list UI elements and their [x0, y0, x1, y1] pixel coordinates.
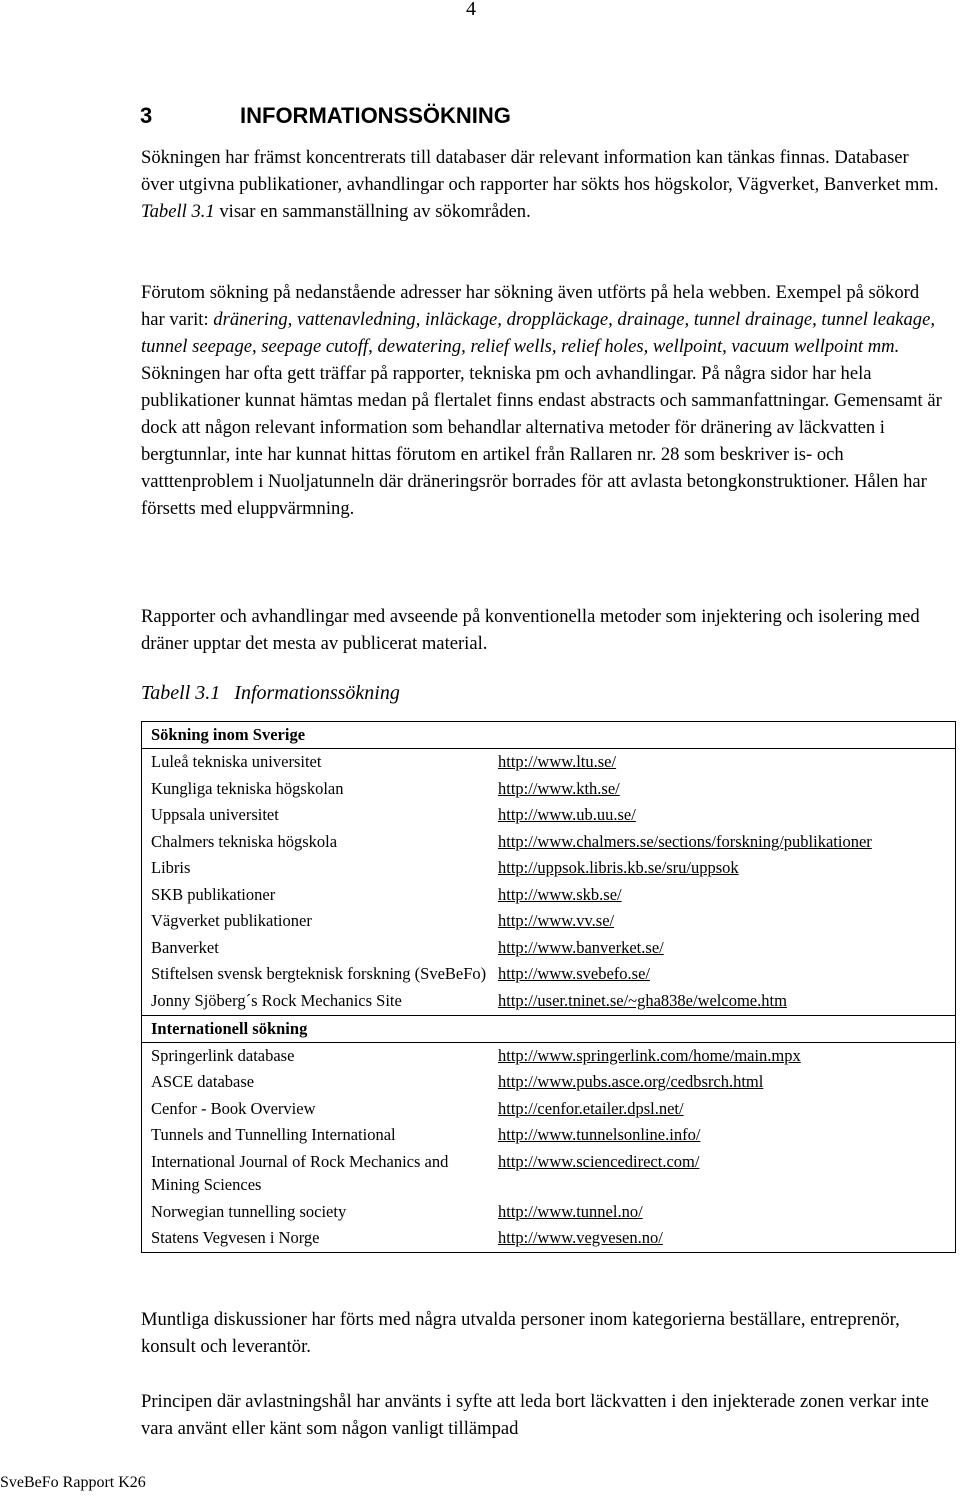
page-number: 4 — [466, 0, 476, 20]
source-name: Tunnels and Tunnelling International — [151, 1125, 396, 1144]
table-rows-international — [142, 1043, 955, 1252]
table-caption-number: Tabell 3.1 — [141, 682, 221, 704]
paragraph-intro-text-b: visar en sammanställning av sökområden. — [214, 201, 531, 222]
source-name: Luleå tekniska universitet — [151, 752, 322, 771]
source-url-link[interactable]: http://www.tunnelsonline.info/ — [498, 1125, 701, 1144]
source-url-link[interactable]: http://www.pubs.asce.org/cedbsrch.html — [498, 1072, 764, 1091]
source-name: Jonny Sjöberg´s Rock Mechanics Site — [151, 991, 402, 1010]
table-row — [142, 1122, 955, 1149]
source-url-link[interactable]: http://www.banverket.se/ — [498, 937, 664, 957]
table-row — [142, 908, 955, 935]
table-row — [142, 961, 955, 988]
table-row — [142, 935, 955, 962]
section-number: 3 — [140, 103, 153, 128]
source-url-link[interactable]: http://www.kth.se/ — [498, 778, 620, 798]
source-url-link[interactable]: http://www.ltu.se/ — [498, 752, 617, 771]
table-row — [142, 776, 955, 803]
source-url-link[interactable]: http://www.vv.se/ — [498, 911, 615, 930]
source-url-link[interactable]: http://www.chalmers.se/sections/forskning/publikationer — [498, 831, 872, 851]
table-row — [142, 1199, 955, 1226]
table-row — [142, 1225, 955, 1252]
table-section-international: Internationell sökning — [142, 1015, 955, 1043]
source-name: Banverket — [151, 937, 219, 957]
source-name: Chalmers tekniska högskola — [151, 831, 338, 851]
source-name: ASCE database — [151, 1072, 255, 1091]
section-title: INFORMATIONSSÖKNING — [240, 103, 511, 128]
paragraph-reports: Rapporter och avhandlingar med avseende på konventionella metoder som injektering och isolering med dräner upptar det mesta av publicerat material. — [141, 606, 920, 654]
paragraph-discussions: Muntliga diskussioner har förts med några utvalda personer inom kategorierna beställare, entreprenör, konsult och leverantör. — [141, 1309, 900, 1357]
table-row — [142, 855, 955, 882]
paragraph-intro — [141, 144, 946, 225]
table-reference: Tabell 3.1 — [141, 201, 215, 222]
source-name: Stiftelsen svensk bergteknisk forskning (SveBeFo) — [151, 964, 487, 983]
paragraph-search-text-a: Förutom sökning på nedanstående adresser har sökning även utförts på hela webben. Exempel på sökord har varit: — [141, 282, 920, 330]
paragraph-relief-holes: Principen där avlastningshål har använts i syfte att leda bort läckvatten i den injekterade zonen verkar inte vara använt eller känt som någon vanligt tillämpad — [141, 1391, 929, 1439]
source-url-link[interactable]: http://uppsok.libris.kb.se/sru/uppsok — [498, 858, 739, 877]
table-caption-title: Informationssökning — [234, 682, 400, 704]
source-url-link[interactable]: http://www.svebefo.se/ — [498, 964, 650, 983]
source-name: Kungliga tekniska högskolan — [151, 778, 344, 798]
search-keywords: dränering, vattenavledning, inläckage, droppläckage, drainage, tunnel drainage, tunnel leakage, tunnel seepage, seepage cutoff, dewatering, relief wells, relief holes, wellpoint, vacuum wellpoint mm. — [141, 309, 936, 357]
table-rows-sweden — [142, 749, 955, 1015]
source-name: Statens Vegvesen i Norge — [151, 1228, 320, 1247]
source-url-link[interactable]: http://www.vegvesen.no/ — [498, 1228, 663, 1247]
source-name: Uppsala universitet — [151, 805, 279, 824]
section-heading — [140, 103, 511, 129]
source-url-link[interactable]: http://cenfor.etailer.dpsl.net/ — [498, 1098, 684, 1118]
source-name: Vägverket publikationer — [151, 911, 312, 930]
table-row — [142, 1069, 955, 1096]
source-name: International Journal of Rock Mechanics and Mining Sciences — [151, 1151, 449, 1194]
source-name: Cenfor - Book Overview — [151, 1098, 316, 1118]
source-url-link[interactable]: http://www.sciencedirect.com/ — [498, 1151, 700, 1171]
source-url-link[interactable]: http://www.ub.uu.se/ — [498, 805, 636, 824]
source-name: Libris — [151, 858, 191, 877]
table-row — [142, 829, 955, 856]
paragraph-search-terms — [141, 279, 946, 522]
table-row — [142, 988, 955, 1015]
source-url-link[interactable]: http://www.springerlink.com/home/main.mpx — [498, 1045, 801, 1065]
source-url-link[interactable]: http://www.tunnel.no/ — [498, 1201, 643, 1221]
table-row — [142, 882, 955, 909]
table-section-sweden: Sökning inom Sverige — [142, 722, 955, 749]
paragraph-search-text-b: Sökningen har ofta gett träffar på rapporter, tekniska pm och avhandlingar. På några sidor har hela publikationer kunnat hämtas medan på flertalet finns endast abstracts och sammanfattningar. Gemensamt är dock att någon relevant information som behandlar alternativa metoder för dränering av läckvatten i bergtunnlar, inte har kunnat hittas förutom en artikel från Rallaren nr. 28 som beskriver is- och vatttenproblem i Nuoljatunneln där dräneringsrör borrades för att avlasta betongkonstruktioner. Hålen har försetts med eluppvärmning. — [141, 363, 942, 519]
information-search-table — [141, 721, 956, 1253]
source-name: Norwegian tunnelling society — [151, 1201, 347, 1221]
source-name: Springerlink database — [151, 1045, 295, 1065]
report-footer: SveBeFo Rapport K26 — [0, 1474, 146, 1491]
table-row — [142, 1043, 955, 1070]
source-url-link[interactable]: http://www.skb.se/ — [498, 884, 622, 904]
source-name: SKB publikationer — [151, 884, 276, 904]
source-url-link[interactable]: http://user.tninet.se/~gha838e/welcome.htm — [498, 991, 787, 1010]
table-row — [142, 1149, 955, 1199]
table-caption — [141, 682, 400, 705]
table-row — [142, 749, 955, 776]
table-row — [142, 1096, 955, 1123]
table-row — [142, 802, 955, 829]
paragraph-intro-text-a: Sökningen har främst koncentrerats till databaser där relevant information kan tänkas finnas. Databaser över utgivna publikationer, avhandlingar och rapporter har sökts hos högskolor, Vägverket, Banverket mm. — [141, 147, 939, 195]
